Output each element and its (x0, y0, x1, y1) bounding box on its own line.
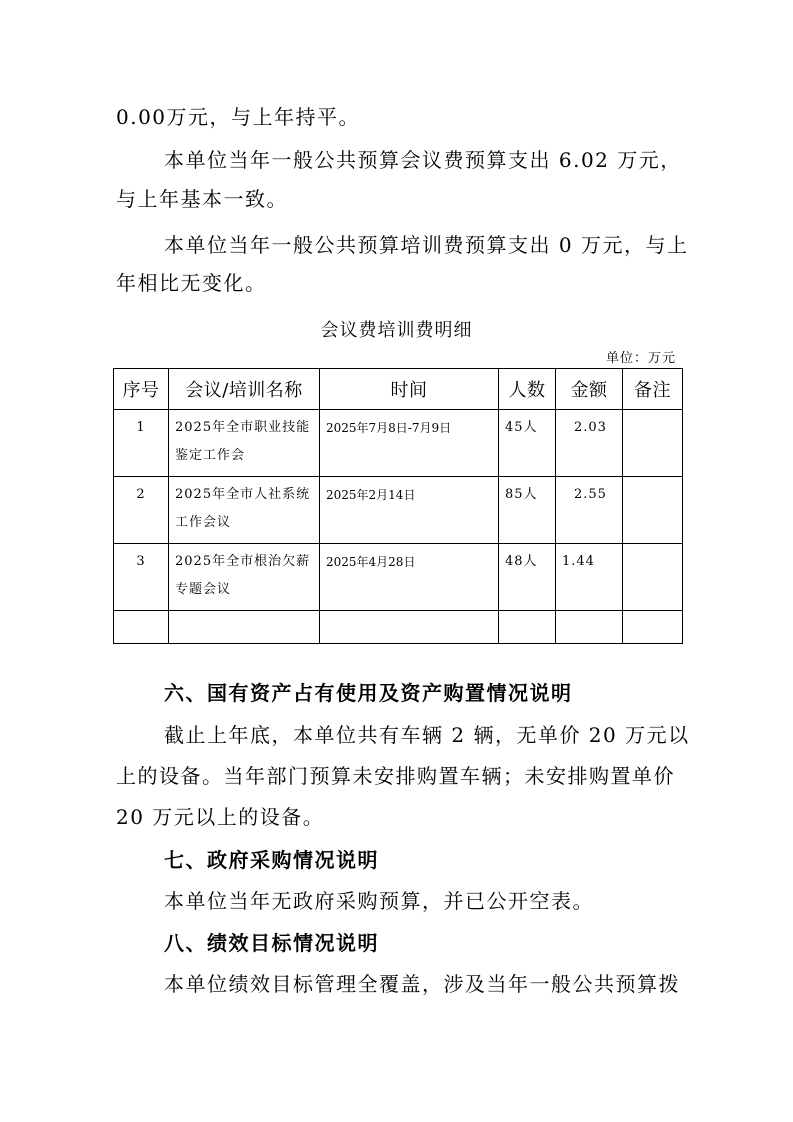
paragraph-line: 本单位绩效目标管理全覆盖，涉及当年一般公共预算拨 (164, 972, 680, 996)
cell-note (623, 410, 683, 477)
column-header-note: 备注 (623, 369, 683, 410)
table-row (114, 477, 683, 544)
table-title: 会议费培训费明细 (320, 320, 473, 341)
table-unit-label: 单位：万元 (605, 351, 676, 366)
column-header-amount: 金额 (556, 369, 623, 410)
paragraph-line: 本单位当年无政府采购预算，并已公开空表。 (164, 889, 594, 913)
paragraph-line: 20 万元以上的设备。 (116, 805, 325, 829)
cell-empty (114, 611, 169, 644)
cell-no: 1 (114, 410, 169, 477)
cell-name: 2025年全市职业技能鉴定工作会 (169, 410, 320, 477)
cell-empty (556, 611, 623, 644)
column-header-count: 人数 (499, 369, 556, 410)
cell-note (623, 477, 683, 544)
paragraph-line: 与上年基本一致。 (116, 187, 288, 211)
cell-name: 2025年全市人社系统工作会议 (169, 477, 320, 544)
cell-count: 85人 (499, 477, 556, 544)
paragraph-line: 0.00万元，与上年持平。 (116, 105, 361, 129)
column-header-name: 会议/培训名称 (169, 369, 320, 410)
meeting-training-fee-table (113, 368, 683, 644)
paragraph-line: 本单位当年一般公共预算会议费预算支出 6.02 万元， (164, 148, 682, 172)
cell-amount: 2.03 (556, 410, 623, 477)
cell-count: 45人 (499, 410, 556, 477)
paragraph-line: 年相比无变化。 (116, 271, 267, 295)
table-row (114, 544, 683, 611)
cell-amount: 1.44 (556, 544, 623, 611)
cell-count: 48人 (499, 544, 556, 611)
cell-amount: 2.55 (556, 477, 623, 544)
paragraph-line: 本单位当年一般公共预算培训费预算支出 0 万元，与上 (164, 233, 689, 257)
paragraph-line: 上的设备。当年部门预算未安排购置车辆；未安排购置单价 (116, 764, 675, 788)
paragraph-line: 截止上年底，本单位共有车辆 2 辆，无单价 20 万元以 (164, 723, 690, 747)
table-row-empty (114, 611, 683, 644)
cell-time: 2025年4月28日 (320, 544, 499, 611)
section-heading-procurement: 七、政府采购情况说明 (164, 848, 379, 872)
cell-empty (169, 611, 320, 644)
cell-empty (499, 611, 556, 644)
column-header-time: 时间 (320, 369, 499, 410)
cell-empty (623, 611, 683, 644)
table-row (114, 410, 683, 477)
cell-no: 3 (114, 544, 169, 611)
column-header-no: 序号 (114, 369, 169, 410)
cell-no: 2 (114, 477, 169, 544)
table-header-row (114, 369, 683, 410)
cell-name: 2025年全市根治欠薪专题会议 (169, 544, 320, 611)
cell-note (623, 544, 683, 611)
cell-time: 2025年7月8日-7月9日 (320, 410, 499, 477)
cell-time: 2025年2月14日 (320, 477, 499, 544)
section-heading-assets: 六、国有资产占有使用及资产购置情况说明 (164, 681, 573, 705)
cell-empty (320, 611, 499, 644)
section-heading-performance: 八、绩效目标情况说明 (164, 931, 379, 955)
